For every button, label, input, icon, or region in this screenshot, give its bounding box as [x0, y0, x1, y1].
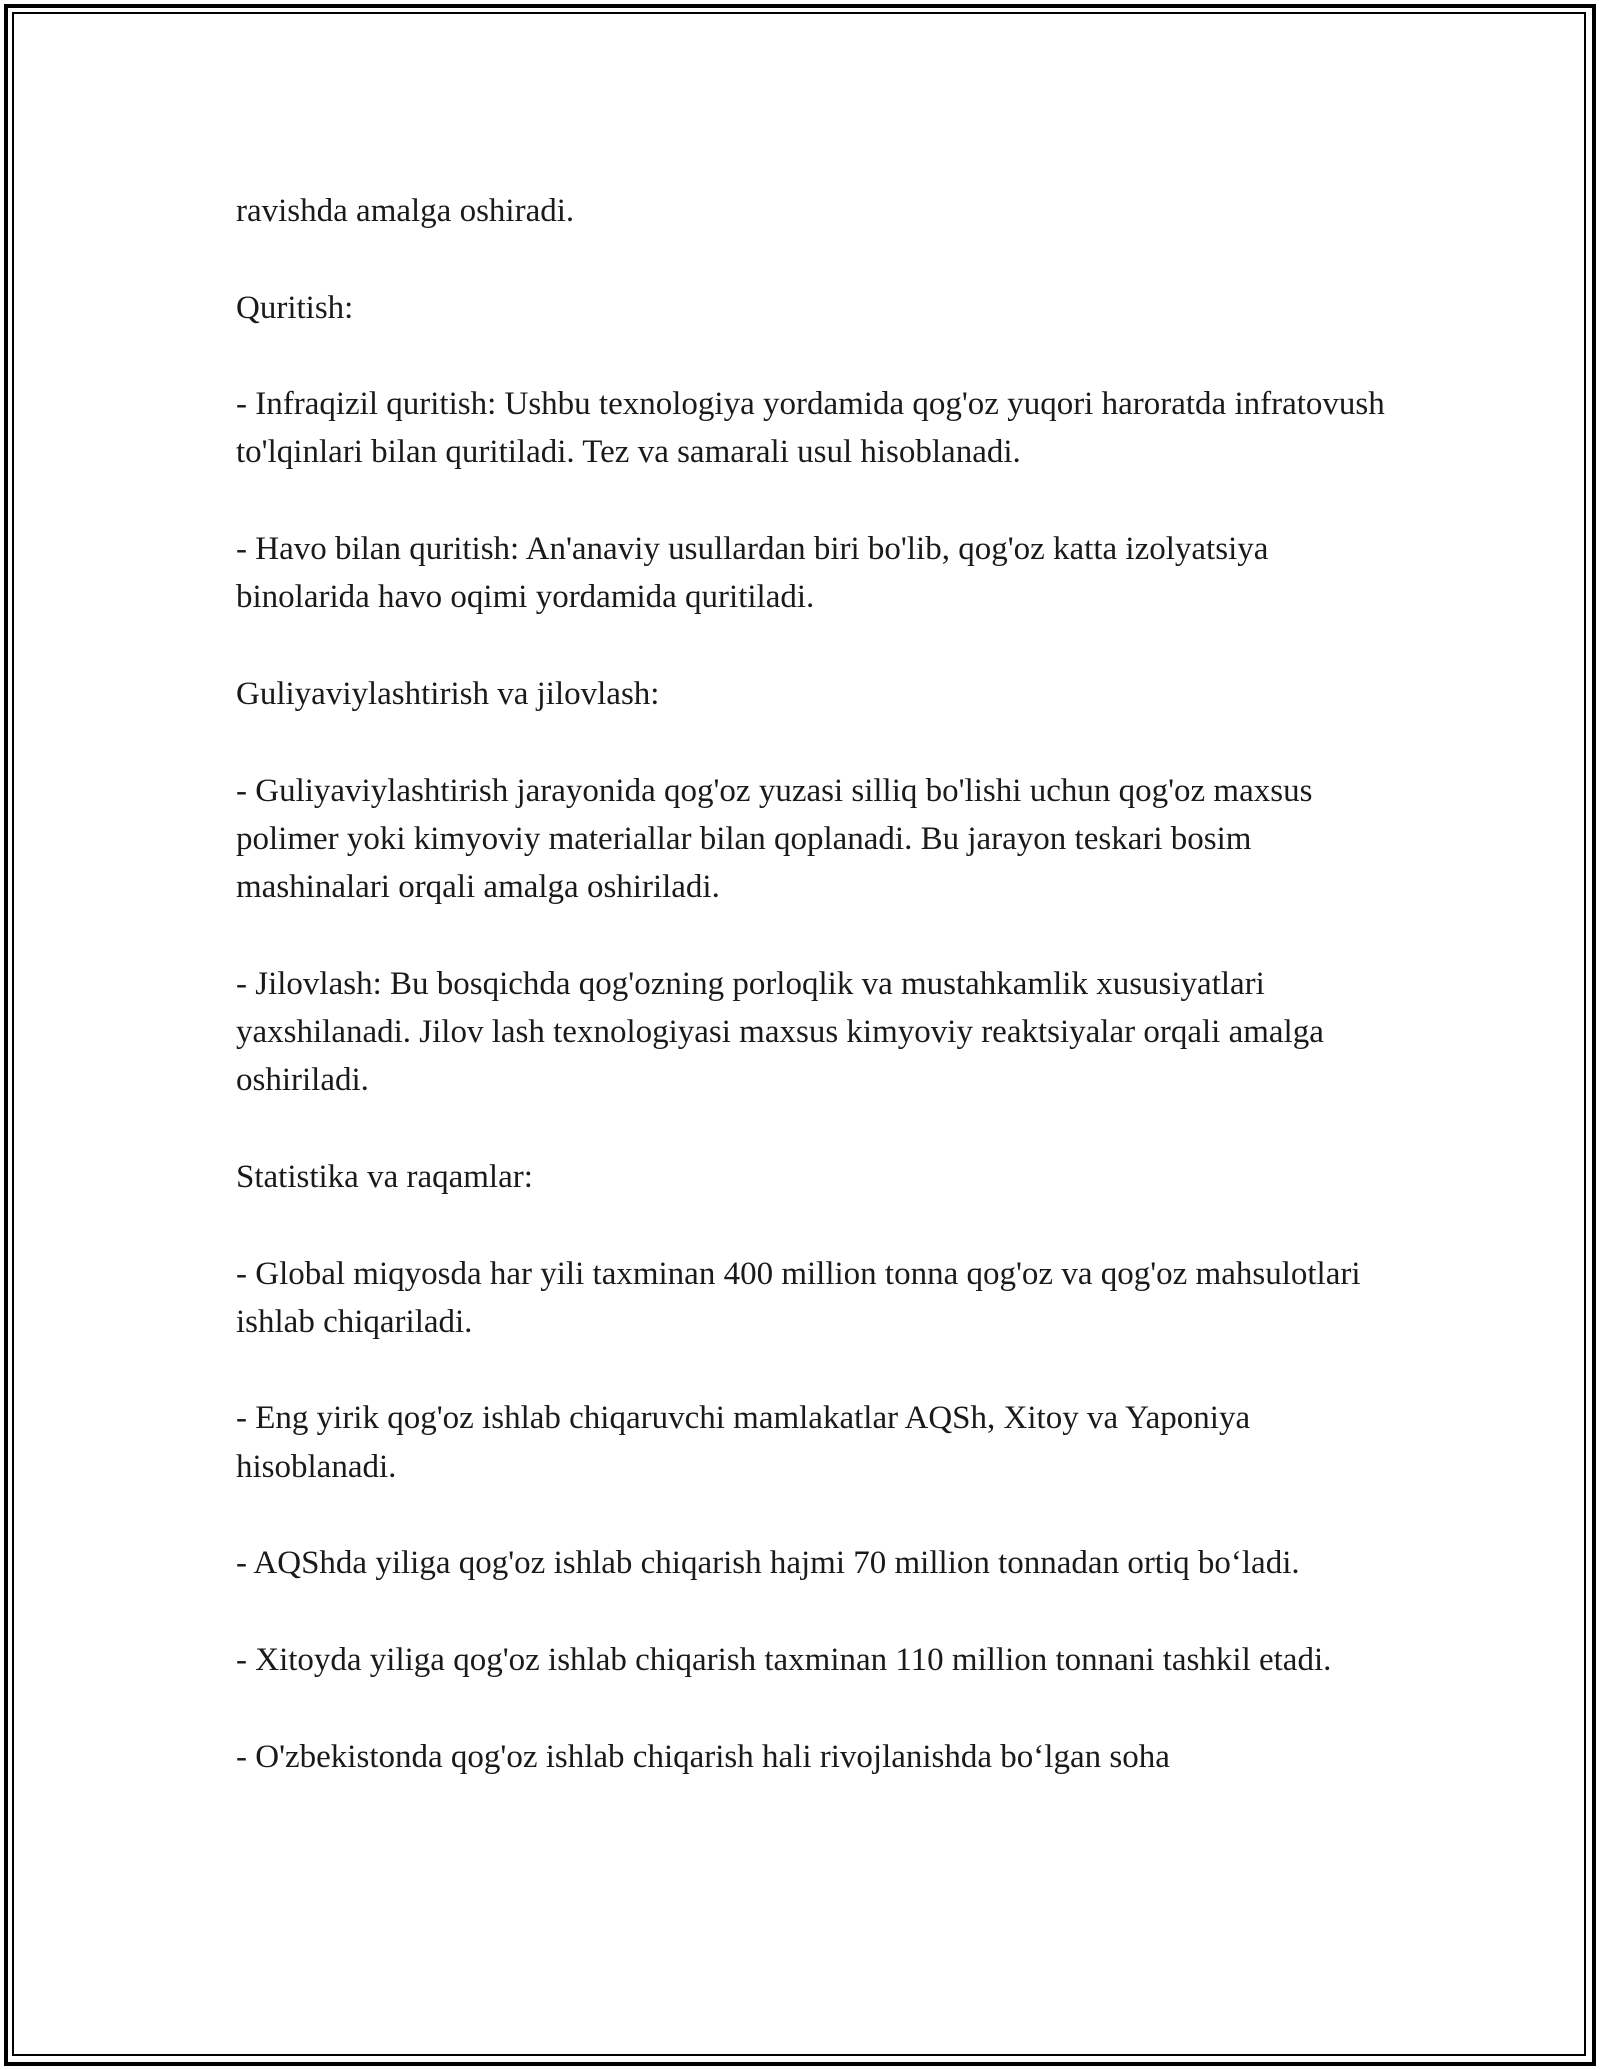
paragraph-usa-production: - AQShda yiliga qog'oz ishlab chiqarish hajmi 70 million tonnadan ortiq bo‘ladi.	[236, 1545, 1300, 1582]
heading-statistika: Statistika va raqamlar:	[236, 1158, 533, 1195]
paragraph-infraqizil-quritish: - Infraqizil quritish: Ushbu texnologiya yordamida qog'oz yuqori haroratda infratovush to'lqinlari bilan quritiladi. Tez va samarali usul hisoblanadi.	[236, 386, 1385, 471]
paragraph-china-production: - Xitoyda yiliga qog'oz ishlab chiqarish taxminan 110 million tonnani tashkil etadi.	[236, 1641, 1332, 1678]
heading-guliyaviylashtirish: Guliyaviylashtirish va jilovlash:	[236, 675, 660, 712]
paragraph-uzbekistan-production: - O'zbekistonda qog'oz ishlab chiqarish hali rivojlanishda bo‘lgan soha	[236, 1738, 1170, 1775]
paragraph-guliyaviylashtirish: - Guliyaviylashtirish jarayonida qog'oz yuzasi silliq bo'lishi uchun qog'oz maxsus polimer yoki kimyoviy materiallar bilan qoplanadi. Bu jarayon teskari bosim mashinalari orqali amalga oshiriladi.	[236, 772, 1313, 906]
document-body	[236, 187, 1386, 1829]
paragraph-continuation: ravishda amalga oshiradi.	[236, 193, 575, 229]
paragraph-largest-producers: - Eng yirik qog'oz ishlab chiqaruvchi mamlakatlar AQSh, Xitoy va Yaponiya hisoblanadi.	[236, 1400, 1251, 1485]
paragraph-global-production: - Global miqyosda har yili taxminan 400 million tonna qog'oz va qog'oz mahsulotlari ishlab chiqariladi.	[236, 1255, 1361, 1340]
paragraph-havo-bilan-quritish: - Havo bilan quritish: An'anaviy usullardan biri bo'lib, qog'oz katta izolyatsiya binolarida havo oqimi yordamida quritiladi.	[236, 531, 1269, 616]
paragraph-jilovlash: - Jilovlash: Bu bosqichda qog'ozning porloqlik va mustahkamlik xususiyatlari yaxshilanadi. Jilov lash texnologiyasi maxsus kimyoviy reaktsiyalar orqali amalga oshiriladi.	[236, 965, 1324, 1099]
heading-quritish: Quritish:	[236, 289, 354, 326]
